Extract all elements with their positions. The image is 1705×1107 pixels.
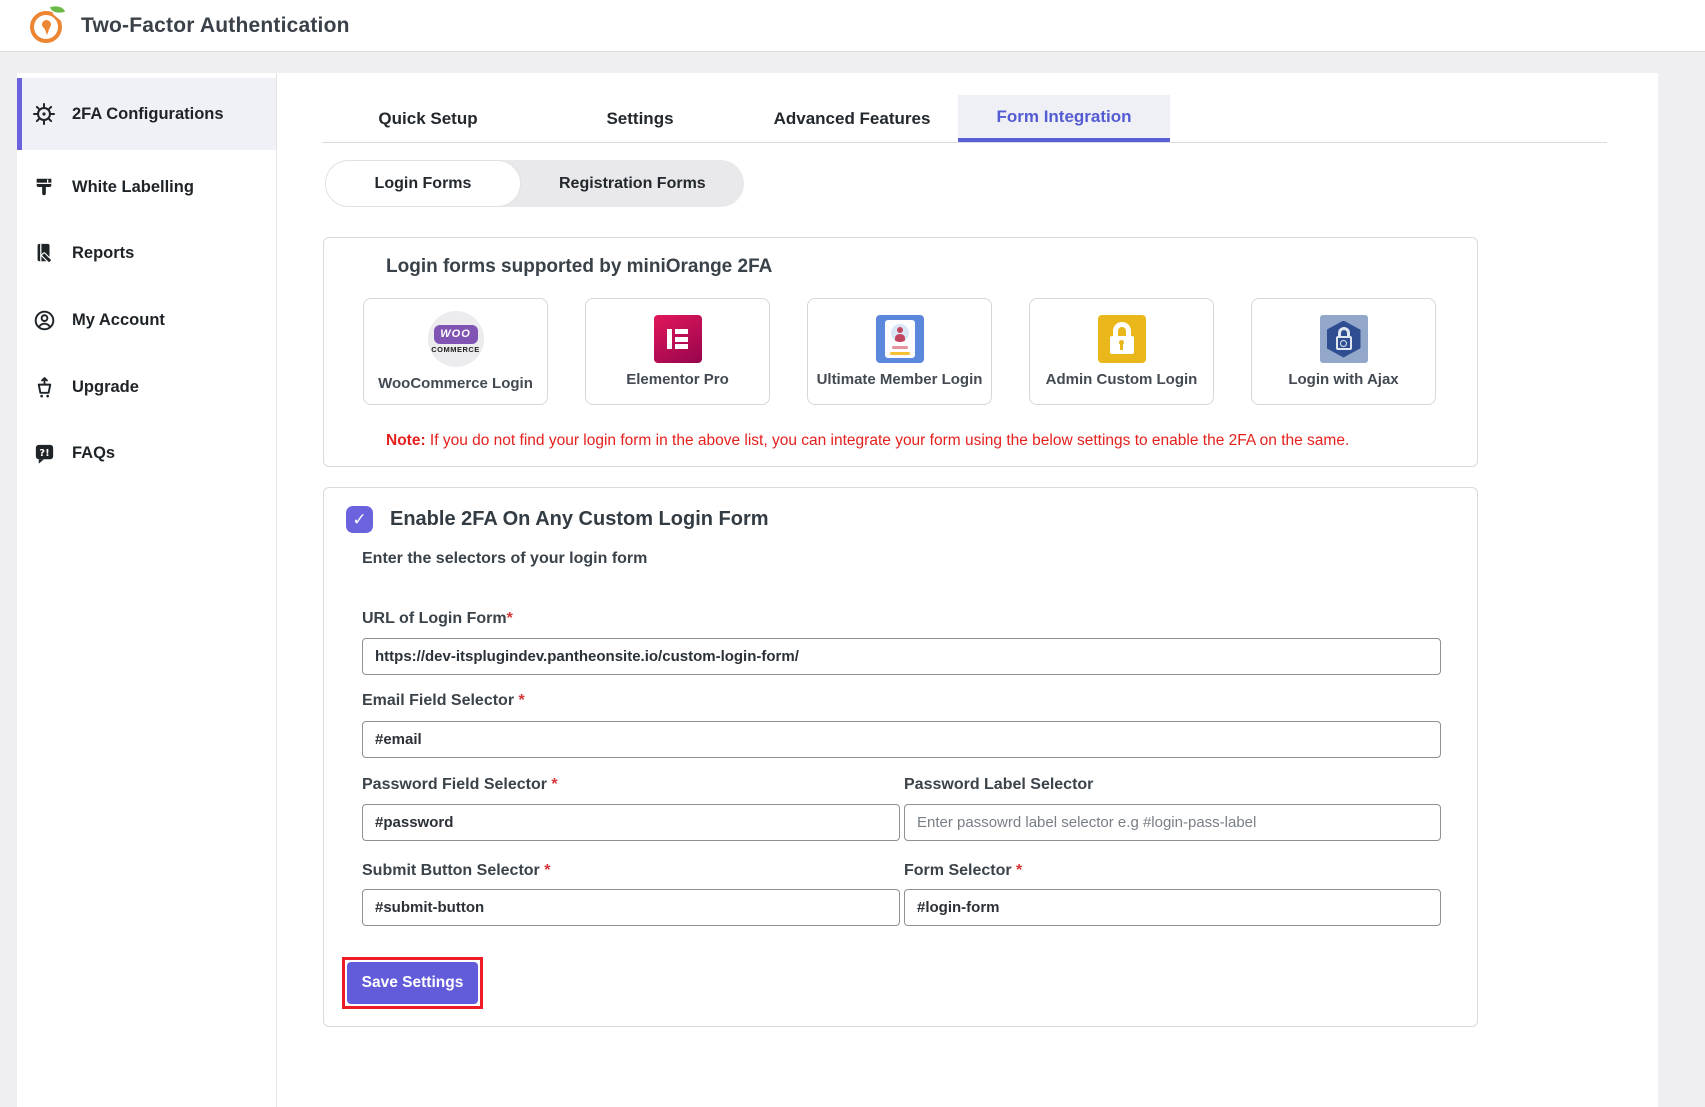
miniorange-logo-icon — [28, 7, 66, 45]
custom-form-subtitle: Enter the selectors of your login form — [362, 550, 648, 567]
supported-form-label: Elementor Pro — [626, 371, 729, 388]
main-panel — [277, 73, 1658, 1107]
user-circle-icon — [32, 308, 56, 332]
form-selector-label: Form Selector * — [904, 862, 1023, 879]
required-asterisk: * — [539, 862, 551, 879]
note-text: If you do not find your login form in the above list, you can integrate your form using the below settings to enable the 2FA on the same. — [425, 432, 1350, 449]
submit-button-selector-input[interactable] — [362, 889, 900, 926]
password-label-selector-input[interactable] — [904, 804, 1441, 841]
woocommerce-icon: WOO COMMERCE — [428, 311, 484, 367]
required-asterisk: * — [1011, 862, 1023, 879]
sidebar-item-label: White Labelling — [72, 177, 194, 196]
active-indicator — [17, 78, 22, 150]
email-field-selector-label: Email Field Selector * — [362, 692, 525, 709]
submit-button-selector-label: Submit Button Selector * — [362, 862, 551, 879]
journal-pen-icon — [32, 241, 56, 265]
cart-up-icon — [32, 375, 56, 399]
supported-form-label: Login with Ajax — [1288, 371, 1399, 388]
form-selector-input[interactable] — [904, 889, 1441, 926]
svg-text:?!: ?! — [38, 447, 50, 459]
login-with-ajax-icon — [1320, 315, 1368, 363]
supported-forms-row — [363, 298, 1436, 405]
supported-form-login-with-ajax[interactable] — [1251, 298, 1436, 405]
required-asterisk: * — [514, 692, 525, 709]
supported-form-label: Ultimate Member Login — [816, 371, 983, 388]
red-highlight-annotation — [342, 957, 483, 1009]
sidebar-item-label: My Account — [72, 310, 165, 329]
integration-note — [386, 432, 1349, 450]
sub-tab-login-forms[interactable]: Login Forms — [325, 160, 521, 207]
password-label-selector-label: Password Label Selector — [904, 776, 1094, 793]
tab-advanced-features[interactable]: Advanced Features — [773, 108, 931, 128]
ultimate-member-icon — [876, 315, 924, 363]
required-asterisk: * — [546, 776, 558, 793]
supported-form-admin-custom-login[interactable] — [1029, 298, 1214, 405]
password-field-selector-input[interactable] — [362, 804, 900, 841]
required-asterisk: * — [506, 610, 513, 627]
sidebar-item-2fa-configurations[interactable] — [17, 78, 276, 150]
admin-custom-login-icon — [1098, 315, 1146, 363]
supported-form-label: Admin Custom Login — [1045, 371, 1198, 388]
sidebar-item-label: 2FA Configurations — [72, 104, 224, 123]
tab-quick-setup[interactable]: Quick Setup — [378, 108, 478, 128]
elementor-icon — [654, 315, 702, 363]
tab-bar — [322, 95, 1607, 143]
supported-form-woocommerce[interactable] — [363, 298, 548, 405]
sidebar-item-label: Reports — [72, 243, 135, 262]
supported-form-label: WooCommerce Login — [378, 375, 533, 392]
supported-form-ultimate-member[interactable] — [807, 298, 992, 405]
sidebar — [17, 73, 277, 1107]
chat-question-icon — [32, 441, 56, 465]
sidebar-item-reports[interactable] — [17, 220, 276, 286]
save-settings-button[interactable]: Save Settings — [347, 962, 478, 1004]
supported-form-elementor-pro[interactable] — [585, 298, 770, 405]
sidebar-item-label: FAQs — [72, 443, 116, 462]
enable-2fa-checkbox[interactable] — [346, 506, 373, 533]
sidebar-item-upgrade[interactable] — [17, 354, 276, 420]
form-type-toggle — [325, 160, 744, 207]
sub-tab-registration-forms[interactable]: Registration Forms — [559, 174, 706, 192]
tab-settings[interactable]: Settings — [606, 108, 674, 128]
supported-forms-title: Login forms supported by miniOrange 2FA — [386, 256, 773, 277]
password-field-selector-label: Password Field Selector * — [362, 776, 558, 793]
sidebar-item-label: Upgrade — [72, 377, 139, 396]
email-field-selector-input[interactable] — [362, 721, 1441, 758]
tab-form-integration[interactable]: Form Integration — [958, 95, 1170, 142]
url-of-login-form-input[interactable] — [362, 638, 1441, 675]
sidebar-item-my-account[interactable] — [17, 287, 276, 353]
custom-form-card — [323, 487, 1478, 1027]
page-title: Two-Factor Authentication — [81, 13, 350, 37]
custom-form-title: Enable 2FA On Any Custom Login Form — [390, 508, 769, 530]
custom-form-header — [346, 506, 769, 533]
app-header — [0, 0, 1705, 52]
url-of-login-form-label: URL of Login Form* — [362, 610, 513, 627]
sidebar-item-white-labelling[interactable] — [17, 154, 276, 220]
sidebar-item-faqs[interactable] — [17, 420, 276, 486]
supported-forms-card — [323, 237, 1478, 467]
note-label: Note: — [386, 432, 426, 449]
gear-icon — [32, 102, 56, 126]
paint-brush-icon — [32, 175, 56, 199]
